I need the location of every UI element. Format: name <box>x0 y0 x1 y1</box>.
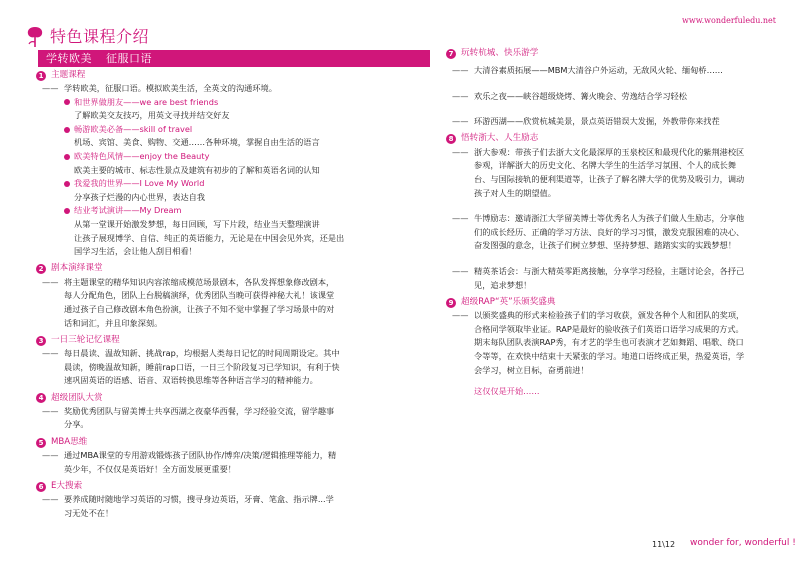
section-body: —— 要养成随时随地学习英语的习惯，搜寻身边英语，牙膏、笔盒、指示牌...学 <box>36 493 430 507</box>
section-body: —— 牛博励志：邀请浙江大学留美博士等优秀名人为孩子们做人生励志，分享他 <box>446 212 776 226</box>
sub-item-desc: 了解欧美交友技巧，用英文寻找并结交好友 <box>74 110 230 121</box>
page-title: 特色课程介绍 <box>50 27 150 46</box>
section-item: —— 大清谷素质拓展——MBM大清谷户外运动，无敌风火轮、缅甸桥…… <box>446 64 776 78</box>
dash-marker: —— <box>42 348 59 359</box>
section-title: 玩转杭城、快乐游学 <box>461 47 539 58</box>
sub-item-title: 结业考试演讲——My Dream <box>36 204 430 218</box>
section-number: 8 <box>446 134 456 144</box>
section-body-line: 话和词汇，并且印象深刻。 <box>64 317 163 328</box>
dash-marker: —— <box>42 494 59 505</box>
section-heading <box>36 263 430 276</box>
page-numbers: 11\12 <box>652 540 676 549</box>
dash-marker: —— <box>452 90 469 101</box>
section-body: —— 将主题课堂的精华知识内容浓缩成模范场景剧本，各队发挥想象修改剧本， <box>36 276 430 290</box>
section-heading <box>446 133 776 146</box>
dash-marker: —— <box>452 146 469 157</box>
section-body-line: 分享。 <box>64 419 89 430</box>
section-heading <box>446 296 776 309</box>
sub-item-desc: 让孩子展现博学、自信、纯正的英语能力，无论是在中国会见外宾，还是出 <box>74 232 345 243</box>
section-heading <box>36 480 430 493</box>
dash-marker: —— <box>452 116 469 127</box>
subtitle-b: 征服口语 <box>106 52 152 65</box>
section-title: 超级RAP“英”乐颁奖盛典 <box>461 296 556 307</box>
section-body: —— 通过MBA课堂的专用游戏锻炼孩子团队协作/博弈/决策/逻辑推理等能力，精 <box>36 449 430 463</box>
sub-item-desc: 国学习生活，会让他人刮目相看！ <box>74 246 197 257</box>
section-number: 3 <box>36 336 46 346</box>
section-number: 9 <box>446 298 456 308</box>
sub-item-title: 欧美特色风情——enjoy the Beauty <box>36 150 430 164</box>
section-number: 2 <box>36 264 46 274</box>
sub-item-desc: 分享孩子烂漫的内心世界，表达自我 <box>74 191 206 202</box>
section-body-line: 合格同学领取毕业证。RAP是最好的验收孩子们英语口语学习成果的方式。 <box>474 323 744 334</box>
section-number: 5 <box>36 438 46 448</box>
section-number: 6 <box>36 482 46 492</box>
section-title: 剧本演绎课堂 <box>51 263 103 274</box>
site-url: www.wonderfuledu.net <box>682 16 776 25</box>
ending-note: 这仅仅是开始…… <box>474 386 540 397</box>
left-column <box>36 69 430 520</box>
dash-marker: —— <box>42 83 59 93</box>
section-heading <box>36 334 430 347</box>
sub-item-desc: 从第一堂课开始激发梦想，每日回顾，写下片段，结业当天整理演讲 <box>74 218 320 229</box>
bullet-dot-icon <box>64 127 70 133</box>
sub-item-desc: 欧美主要的城市、标志性景点及建筑有初步的了解和英语名词的认知 <box>74 164 320 175</box>
section-title: 一日三轮记忆课程 <box>51 334 120 345</box>
dash-marker: —— <box>452 310 469 321</box>
section-title: 悟转浙大、人生励志 <box>461 133 539 144</box>
section-title: 超级团队大赏 <box>51 392 103 403</box>
section-body-line: 习无处不在！ <box>64 507 114 518</box>
section-title: E大搜索 <box>51 480 83 491</box>
section-body: —— 浙大参观：带孩子们去浙大文化最深厚的玉泉校区和最现代化的紫荆港校区 <box>446 146 776 160</box>
section-body: —— 奖励优秀团队与留美博士共享西湖之夜豪华西餐，学习经验交流，留学趣事 <box>36 405 430 419</box>
sub-item-title: 畅游欧美必备——skill of travel <box>36 123 430 137</box>
dash-marker: —— <box>42 450 59 461</box>
sub-item-title: 和世界做朋友——we are best friends <box>36 96 430 110</box>
section-number: 1 <box>36 71 46 81</box>
section-body-line: 们的成长经历、正确的学习方法、良好的学习习惯，激发克服困难的决心、 <box>474 226 745 237</box>
dash-marker: —— <box>452 213 469 224</box>
section-body-line: 奋发图强的意念，让孩子们树立梦想、坚持梦想、踏踏实实的实践梦想！ <box>474 240 737 251</box>
section-body-line: 晨读，傍晚温故知新，睡前rap口语，一日三个阶段复习已学知识，有利于快 <box>64 361 340 372</box>
bullet-dot-icon <box>64 99 70 105</box>
section-body-line: 英少年，不仅仅是英语好！全方面发展更重要！ <box>64 463 236 474</box>
section-body-line: 会学习，树立目标，奋勇前进！ <box>474 364 589 375</box>
section-body-line: 台、与国际接轨的便利渠道等，让孩子了解名牌大学的优势及吸引力，调动 <box>474 173 745 184</box>
section-body-line: 每人分配角色，团队上台脱稿演绎，优秀团队当晚可获得神秘大礼！该课堂 <box>64 290 335 301</box>
dash-marker: —— <box>452 265 469 276</box>
section-body-line: 速巩固英语的语感、语音、双语转换思维等各种语言学习的精神能力。 <box>64 375 318 386</box>
section-body-line: 参观，详解浙大的历史文化、名牌大学生的生活学习氛围、个人的成长舞 <box>474 160 737 171</box>
dash-marker: —— <box>42 405 59 416</box>
section-heading <box>446 47 776 60</box>
flower-logo-icon <box>26 26 44 48</box>
bullet-dot-icon <box>64 208 70 214</box>
section-item: —— 环游西湖——欣赏杭城美景，景点英语错误大发掘，外教带你来找茬 <box>446 115 776 129</box>
bullet-dot-icon <box>64 154 70 160</box>
section-title: MBA思维 <box>51 436 88 447</box>
section-title: 主题课程 <box>51 69 86 80</box>
sub-item-title: 我爱我的世界——I Love My World <box>36 177 430 191</box>
section-body: —— 以颁奖盛典的形式来检验孩子们的学习收获，颁发各种个人和团队的奖项， <box>446 309 776 323</box>
section-heading <box>36 392 430 405</box>
section-item: —— 欢乐之夜——峡谷超级烧烤、篝火晚会、劳逸结合学习轻松 <box>446 90 776 104</box>
section-heading <box>36 436 430 449</box>
section-body: —— 每日晨读、温故知新、挑战rap，均根据人类每日记忆的时间周期设定。其中 <box>36 347 430 361</box>
sub-item-desc: 机场、宾馆、美食、购物、交通……各种环境，掌握自由生活的语言 <box>74 137 320 148</box>
section-intro: —— 学转欧美，征服口语。模拟欧美生活，全英文的沟通环境。 <box>36 82 430 96</box>
section-body-line: 期末每队团队表演RAP秀，有才艺的学生也可表演才艺如舞蹈、唱歌、绕口 <box>474 337 744 348</box>
section-heading <box>36 69 430 82</box>
section-body-line: 见，追求梦想！ <box>474 279 532 290</box>
footer-slogan: wonder for, wonderful ! <box>690 538 796 548</box>
bullet-dot-icon <box>64 181 70 187</box>
section-body-line: 孩子对人生的期望值。 <box>474 187 556 198</box>
dash-marker: —— <box>42 276 59 287</box>
right-column <box>446 47 776 399</box>
section-number: 7 <box>446 49 456 59</box>
section-body-line: 通过孩子自己修改剧本角色扮演，让孩子不知不觉中掌握了学习场景中的对 <box>64 303 335 314</box>
section-body-line: 令等等，在欢快中结束十天紧张的学习。地道口语终成正果，热爱英语，学 <box>474 350 745 361</box>
dash-marker: —— <box>452 65 469 75</box>
section-body: —— 精英茶话会：与浙大精英零距离接触，分享学习经验，主题讨论会，各抒己 <box>446 265 776 279</box>
subtitle-a: 学转欧美 <box>46 52 92 65</box>
section-number: 4 <box>36 393 46 403</box>
subtitle-bar <box>38 50 430 67</box>
